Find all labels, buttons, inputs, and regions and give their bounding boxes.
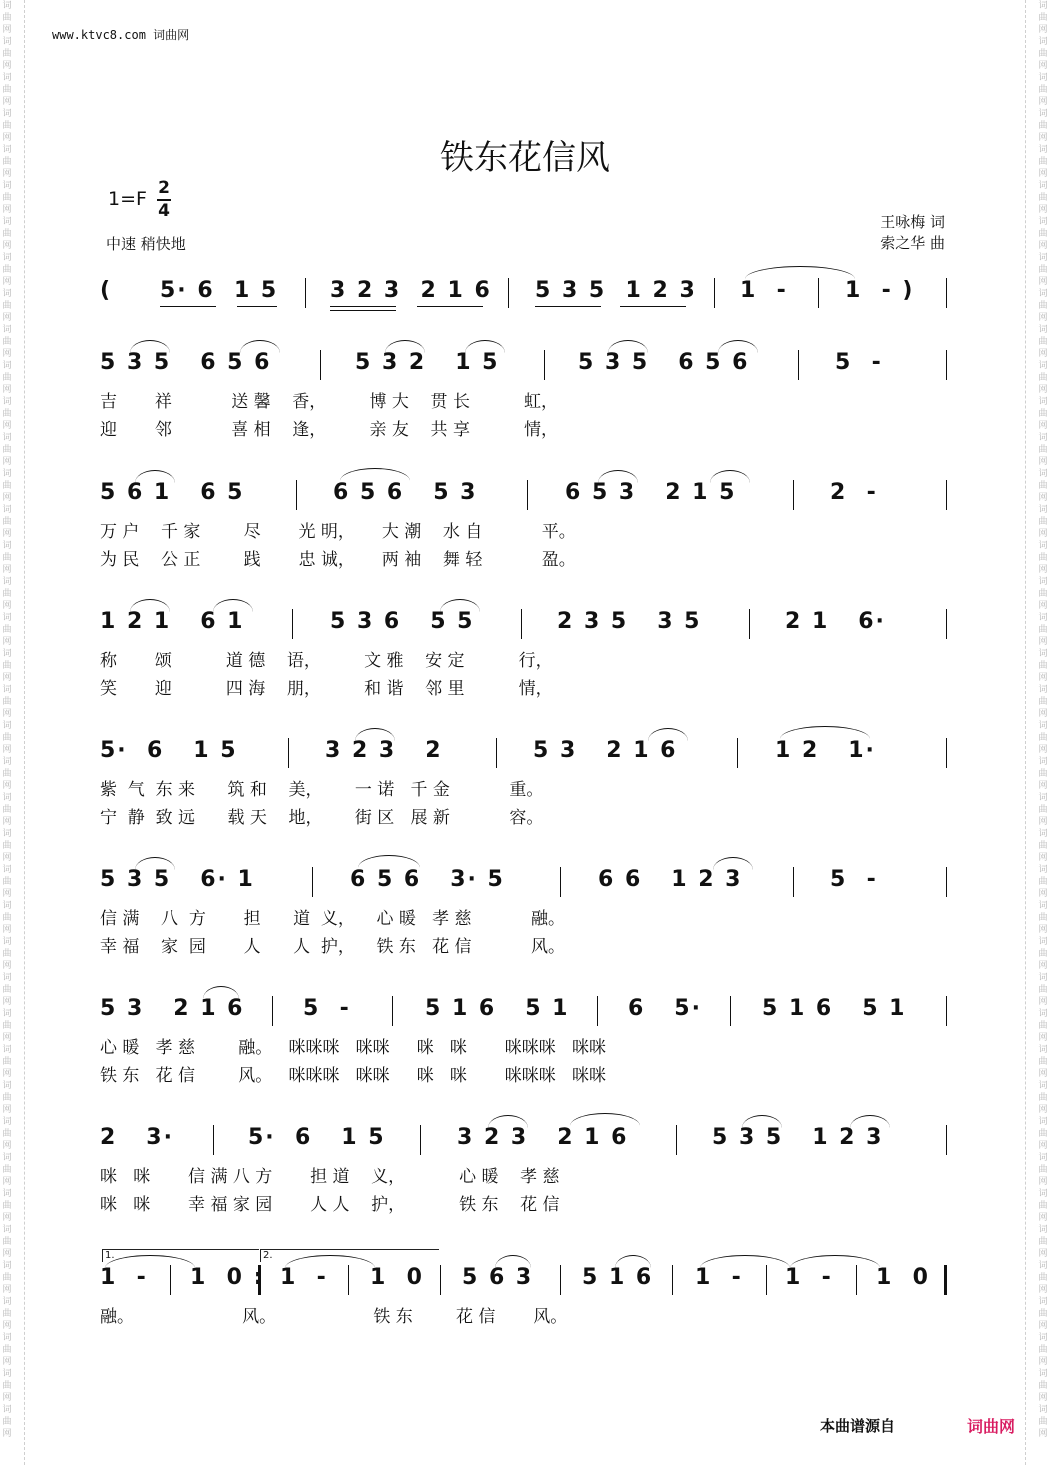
bar-line xyxy=(946,278,947,308)
watermark-left: 词曲网词曲网词曲网词曲网词曲网词曲网词曲网词曲网词曲网词曲网词曲网词曲网词曲网词曲网词曲网词曲网词曲网词曲网词曲网词曲网词曲网词曲网词曲网词曲网词曲网词曲网词曲网词曲网词曲网词曲网词曲网词曲网词曲网词曲网词曲网词曲网词曲网词曲网词曲网词曲网 xyxy=(2,1,12,1439)
measure: 2 3 5 3 5 xyxy=(557,609,702,634)
bar-line xyxy=(856,1265,857,1295)
bar-line xyxy=(676,1125,677,1155)
underline xyxy=(620,306,686,307)
bar-line xyxy=(420,1125,421,1155)
bar-line xyxy=(292,609,293,639)
slur xyxy=(213,599,253,612)
measure: 6 5 6 5 3 xyxy=(333,480,478,505)
underline xyxy=(417,306,483,307)
measure: 1 - xyxy=(280,1265,328,1290)
lyrics-verse-2: 铁 东 花 信 风。 咪咪咪 咪咪 咪 咪 咪咪咪 咪咪 xyxy=(100,1066,606,1086)
slur xyxy=(608,340,648,353)
slur xyxy=(385,340,425,353)
bar-line xyxy=(170,1265,171,1295)
bar-line xyxy=(818,278,819,308)
composer: 索之华 曲 xyxy=(880,234,945,252)
lyrics-verse-2: 为 民 公 正 践 忠 诚， 两 袖 舞 轻 盈。 xyxy=(100,550,576,570)
measure: 5 6 1 6 5 xyxy=(100,480,245,505)
lyrics-verse-1: 咪 咪 信 满 八 方 担 道 义， 心 暖 孝 慈 xyxy=(100,1167,560,1187)
tempo-marking: 中速 稍快地 xyxy=(106,235,186,253)
measure: 1 - xyxy=(740,278,788,303)
measure: 1 - xyxy=(695,1265,743,1290)
slur xyxy=(790,1255,880,1268)
measure: 5· 6 1 5 xyxy=(100,738,238,763)
credits xyxy=(880,212,945,254)
bar-line xyxy=(320,350,321,380)
measure: 2 3· xyxy=(100,1125,174,1150)
measure: 5 - xyxy=(830,867,878,892)
bar-line xyxy=(312,867,313,897)
brand-logo-text[interactable]: 词曲网 xyxy=(967,1417,1016,1436)
measure: 5 3 5 1 2 3 xyxy=(535,278,697,303)
bar-line xyxy=(946,867,947,897)
bar-line xyxy=(496,738,497,768)
measure: 5 3 5 6 5 6 xyxy=(578,350,750,375)
measure: ( xyxy=(100,278,113,303)
bar-line xyxy=(714,278,715,308)
time-signature xyxy=(157,178,171,222)
bar-line xyxy=(597,996,598,1026)
slur xyxy=(700,1255,790,1268)
lyrics-verse-1: 紫 气 东 来 筑 和 美， 一 诺 千 金 重。 xyxy=(100,780,544,800)
bar-line xyxy=(946,996,947,1026)
measure: 5 1 6 5 1 xyxy=(762,996,907,1021)
lyrics-verse-1: 融。 风。 铁 东 花 信 风。 xyxy=(100,1307,568,1327)
bar-line xyxy=(946,1125,947,1155)
slur xyxy=(713,857,753,870)
bar-line xyxy=(946,738,947,768)
site-watermark: www.ktvc8.com 词曲网 xyxy=(52,28,190,42)
measure: 1 - xyxy=(100,1265,148,1290)
bar-line xyxy=(521,609,522,639)
measure: 5 3 5 6 5 6 xyxy=(100,350,272,375)
measure: 5 3 5 6· 1 xyxy=(100,867,255,892)
measure: 6 5 6 3· 5 xyxy=(350,867,505,892)
bar-line xyxy=(305,278,306,308)
measure: 1 - ) xyxy=(845,278,915,303)
lyrics-verse-1: 吉 祥 送 馨 香， 博 大 贯 长 虹， xyxy=(100,392,558,412)
score-row-8 xyxy=(0,1250,1050,1327)
slur xyxy=(130,599,170,612)
final-bar-line xyxy=(944,1265,947,1295)
bar-line xyxy=(560,1265,561,1295)
bar-line xyxy=(508,278,509,308)
measure: 3 2 3 2 1 6 xyxy=(330,278,492,303)
slur xyxy=(358,855,420,868)
measure: 5 3 2 1 6 xyxy=(533,738,678,763)
measure: 6 6 1 2 3 xyxy=(598,867,743,892)
measure: 5 6 3 xyxy=(462,1265,534,1290)
score-row-5 xyxy=(0,867,1050,957)
measure: 5 1 6 5 1 xyxy=(425,996,570,1021)
measure: 5 3 2 1 6 xyxy=(100,996,245,1021)
measure: 5 1 6 xyxy=(582,1265,654,1290)
meter-bottom: 4 xyxy=(158,201,170,221)
lyrics-verse-1: 称 颂 道 德 语， 文 雅 安 定 行， xyxy=(100,651,553,671)
bar-line xyxy=(348,1265,349,1295)
lyricist: 王咏梅 词 xyxy=(880,213,945,231)
song-title: 铁东花信风 xyxy=(440,138,610,178)
underline xyxy=(330,310,396,311)
bar-line xyxy=(793,867,794,897)
slur xyxy=(355,728,395,741)
margin-dashed-line-left xyxy=(24,0,25,1465)
bar-line xyxy=(527,480,528,510)
lyrics-verse-2: 笑 迎 四 海 朋， 和 谐 邻 里 情， xyxy=(100,679,553,699)
measure: 6 5· xyxy=(628,996,702,1021)
slur xyxy=(745,266,855,279)
measure: 5 3 2 1 5 xyxy=(355,350,500,375)
slur xyxy=(718,340,758,353)
bar-line xyxy=(672,1265,673,1295)
slur xyxy=(850,1115,890,1128)
bar-line xyxy=(544,350,545,380)
measure: 2 1 6· xyxy=(785,609,886,634)
key-signature: 1=F xyxy=(108,188,147,210)
measure: 5· 6 1 5 xyxy=(160,278,279,303)
meter-top: 2 xyxy=(158,178,170,198)
underline xyxy=(535,306,601,307)
slur xyxy=(648,728,688,741)
measure: 1 - xyxy=(785,1265,833,1290)
slur xyxy=(135,470,175,483)
lyrics-verse-1: 心 暖 孝 慈 融。 咪咪咪 咪咪 咪 咪 咪咪咪 咪咪 xyxy=(100,1038,606,1058)
bar-line xyxy=(392,996,393,1026)
lyrics-verse-1: 信 满 八 方 担 道 义， 心 暖 孝 慈 融。 xyxy=(100,909,565,929)
slur xyxy=(742,1115,782,1128)
slur xyxy=(570,1113,640,1126)
slur xyxy=(488,1115,528,1128)
slur xyxy=(203,986,239,999)
margin-dashed-line-right xyxy=(1025,0,1026,1465)
bar-line xyxy=(296,480,297,510)
bar-line xyxy=(737,738,738,768)
slur xyxy=(598,470,638,483)
score-row-3 xyxy=(0,609,1050,699)
lyrics-verse-2: 迎 邻 喜 相 逢， 亲 友 共 享 情， xyxy=(100,420,558,440)
bar-line xyxy=(766,1265,767,1295)
measure: 2 - xyxy=(830,480,878,505)
bar-line xyxy=(946,480,947,510)
measure: 5 3 5 1 2 3 xyxy=(712,1125,884,1150)
measure: 5· 6 1 5 xyxy=(248,1125,386,1150)
slur xyxy=(780,726,870,739)
bar-line xyxy=(798,350,799,380)
bar-line xyxy=(440,1265,441,1295)
measure: 1 2 1 6 1 xyxy=(100,609,245,634)
measure: 6 5 3 2 1 5 xyxy=(565,480,737,505)
slur xyxy=(135,857,175,870)
underline xyxy=(330,306,396,307)
measure: 1 0 xyxy=(370,1265,424,1290)
measure: 3 2 3 2 xyxy=(325,738,443,763)
slur xyxy=(710,470,750,483)
slur xyxy=(130,340,170,353)
slur xyxy=(465,340,505,353)
slur xyxy=(495,1255,531,1268)
bar-line xyxy=(793,480,794,510)
lyrics-verse-1: 万 户 千 家 尽 光 明， 大 潮 水 自 平。 xyxy=(100,522,576,542)
score-row-6 xyxy=(0,996,1050,1086)
slur xyxy=(440,599,480,612)
score-row-7 xyxy=(0,1125,1050,1215)
source-credit: 本曲谱源自 xyxy=(820,1417,896,1435)
lyrics-verse-2: 幸 福 家 园 人 人 护， 铁 东 花 信 风。 xyxy=(100,937,565,957)
lyrics-verse-2: 咪 咪 幸 福 家 园 人 人 护， 铁 东 花 信 xyxy=(100,1195,560,1215)
underline xyxy=(237,306,277,307)
bar-line xyxy=(749,609,750,639)
bar-line xyxy=(213,1125,214,1155)
volta-bracket-1: 1. xyxy=(102,1249,259,1262)
measure: 3 2 3 2 1 6 xyxy=(457,1125,629,1150)
underline xyxy=(160,306,216,307)
measure: 1 0 xyxy=(876,1265,930,1290)
measure: 1 2 1· xyxy=(775,738,876,763)
slur xyxy=(340,468,410,481)
score-row-1 xyxy=(0,350,1050,440)
bar-line xyxy=(946,350,947,380)
measure: 5 - xyxy=(303,996,351,1021)
slur xyxy=(615,1255,651,1268)
bar-line xyxy=(560,867,561,897)
bar-line xyxy=(288,738,289,768)
measure: 5 3 6 5 5 xyxy=(330,609,475,634)
bar-line xyxy=(730,996,731,1026)
score-row-0 xyxy=(0,278,1050,338)
score-row-2 xyxy=(0,480,1050,570)
volta-bracket-2: 2. xyxy=(260,1249,439,1262)
repeat-bar-line xyxy=(258,1265,261,1295)
bar-line xyxy=(272,996,273,1026)
score-row-4 xyxy=(0,738,1050,828)
measure: 1 0 : xyxy=(190,1265,265,1290)
bar-line xyxy=(946,609,947,639)
watermark-right: 词曲网词曲网词曲网词曲网词曲网词曲网词曲网词曲网词曲网词曲网词曲网词曲网词曲网词曲网词曲网词曲网词曲网词曲网词曲网词曲网词曲网词曲网词曲网词曲网词曲网词曲网词曲网词曲网词曲网词曲网词曲网词曲网词曲网词曲网词曲网词曲网词曲网词曲网词曲网词曲网 xyxy=(1038,1,1048,1439)
measure: 5 - xyxy=(835,350,883,375)
lyrics-verse-2: 宁 静 致 远 载 天 地， 街 区 展 新 容。 xyxy=(100,808,544,828)
slur xyxy=(240,340,280,353)
